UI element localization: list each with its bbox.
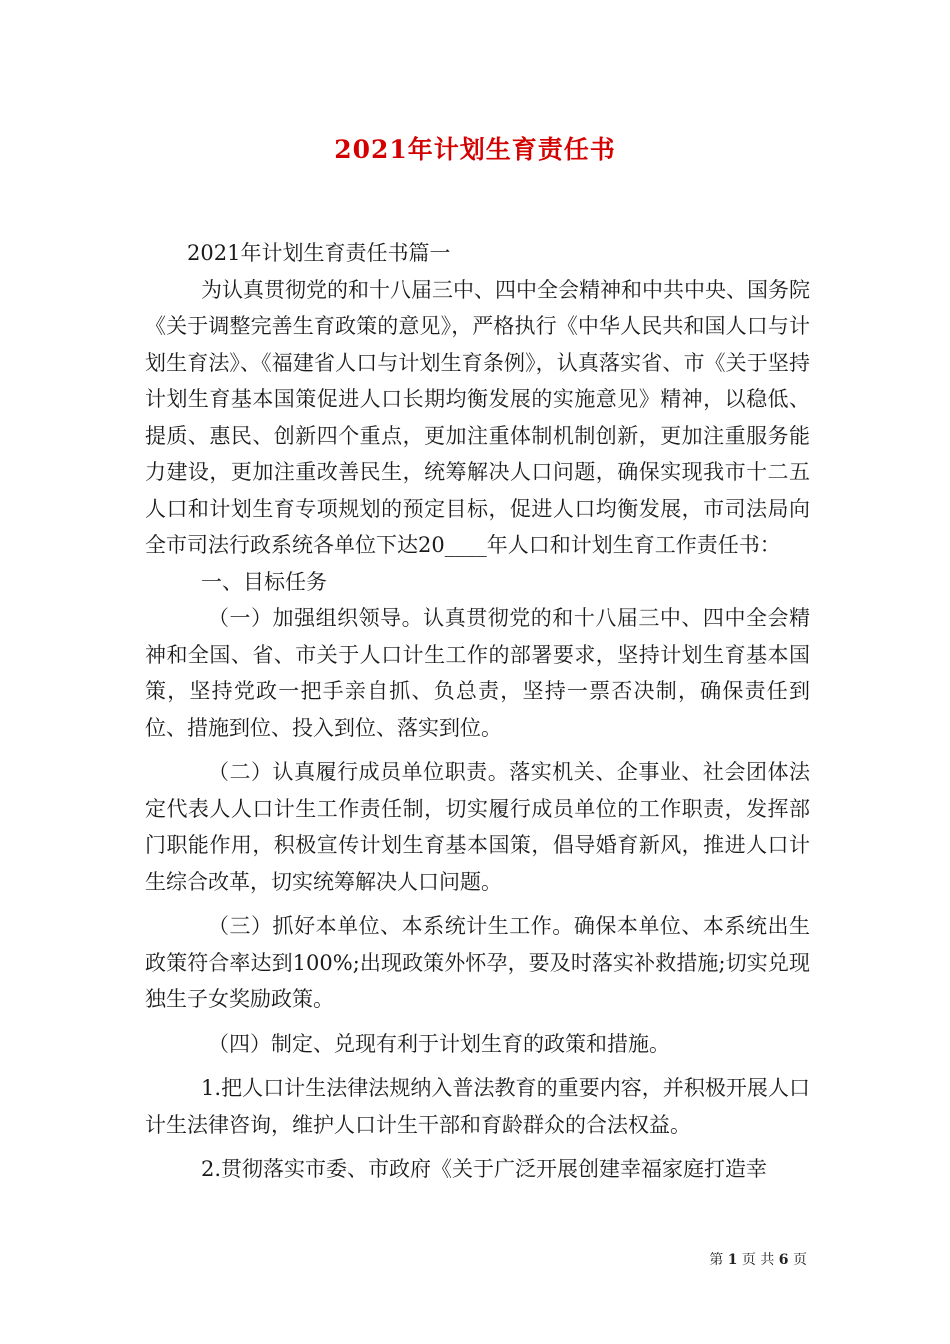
section-heading: 2021年计划生育责任书篇一 <box>187 241 451 265</box>
paragraph-item-1: （一）加强组织领导。认真贯彻党的和十八届三中、四中全会精神和全国、省、市关于人口计生工作的部署要求，坚持计划生育基本国策，坚持党政一把手亲自抓、负总责，坚持一票否决制，确保责任到位、措施到位、投入到位、落实到位。 <box>145 606 810 740</box>
paragraph-item-4: （四）制定、兑现有利于计划生育的政策和措施。 <box>208 1031 670 1056</box>
footer-prefix: 第 <box>709 1252 724 1268</box>
footer-current-page: 1 <box>727 1252 738 1268</box>
paragraph-item-2: （二）认真履行成员单位职责。落实机关、企事业、社会团体法定代表人人口计生工作责任制，切实履行成员单位的工作职责，发挥部门职能作用，积极宣传计划生育基本国策，倡导婚育新风，推进人口计生综合改革，切实统筹解决人口问题。 <box>145 760 810 894</box>
paragraph-item-3: （三）抓好本单位、本系统计生工作。确保本单位、本系统出生政策符合率达到100%;出现政策外怀孕，要及时落实补救措施;切实兑现独生子女奖励政策。 <box>145 914 810 1011</box>
footer-middle: 页 共 <box>741 1252 775 1268</box>
heading-goals: 一、目标任务 <box>201 569 327 594</box>
footer-suffix: 页 <box>793 1252 807 1268</box>
footer-total-pages: 6 <box>778 1252 789 1268</box>
document-title: 2021年计划生育责任书 <box>334 135 616 164</box>
page-number-footer <box>709 1249 807 1269</box>
paragraph-subitem-1: 1.把人口计生法律法规纳入普法教育的重要内容，并积极开展人口计生法律咨询，维护人口计生干部和育龄群众的合法权益。 <box>145 1076 810 1137</box>
paragraph-subitem-2: 2.贯彻落实市委、市政府《关于广泛开展创建幸福家庭打造幸 <box>201 1157 768 1181</box>
document-body <box>145 235 810 1188</box>
paragraph-intro: 为认真贯彻党的和十八届三中、四中全会精神和中共中央、国务院《关于调整完善生育政策的意见》，严格执行《中华人民共和国人口与计划生育法》、《福建省人口与计划生育条例》，认真落实省、市《关于坚持计划生育基本国策促进人口长期均衡发展的实施意见》精神，以稳低、提质、惠民、创新四个重点，更加注重体制机制创新，更加注重服务能力建设，更加注重改善民生，统筹解决人口问题，确保实现我市十二五人口和计划生育专项规划的预定目标，促进人口均衡发展，市司法局向全市司法行政系统各单位下达20____年人口和计划生育工作责任书： <box>145 277 810 557</box>
